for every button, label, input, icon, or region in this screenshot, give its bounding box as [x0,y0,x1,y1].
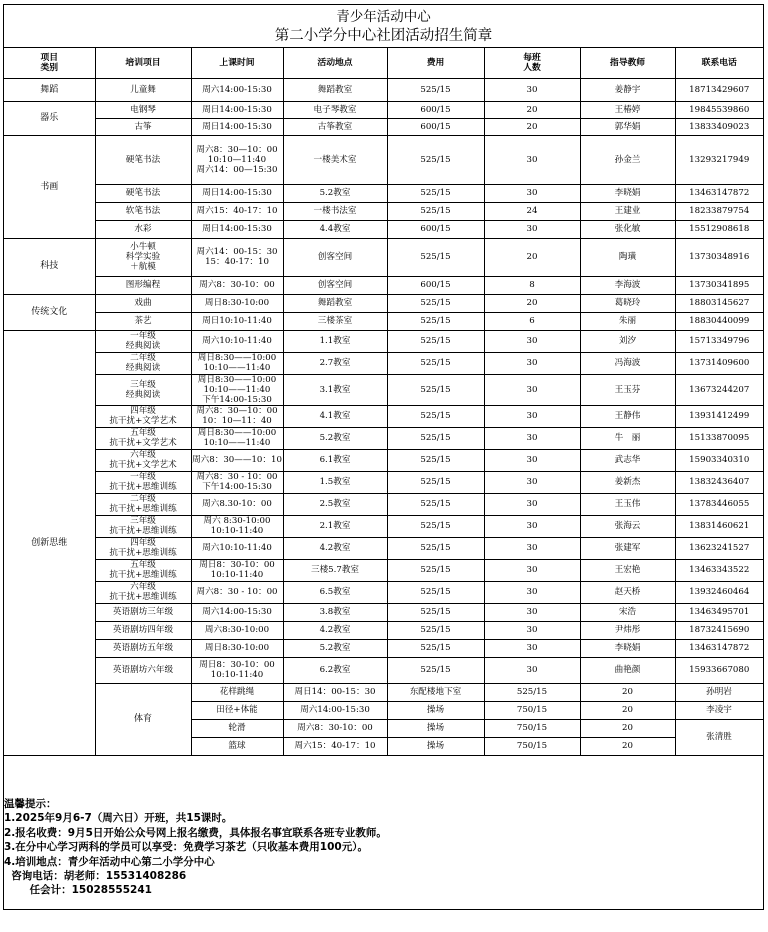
table-row [4,537,763,559]
enrollment-sheet [3,4,764,910]
col-header-fee: 费用 [387,48,484,78]
place-cell: 4.2教室 [283,537,387,559]
table-row [4,294,763,312]
category-cell: 体育 [95,683,191,755]
place-cell: 操场 [387,737,484,755]
notice-line: 1.2025年9月6-7（周六日）开班，共15课时。 [4,812,233,825]
time-cell: 周六14：00-15：30 15：40-17：10 [191,238,283,276]
table-row [4,657,763,683]
table-row [4,581,763,603]
category-cell: 传统文化 [4,294,95,330]
time-cell: 周日8:30——10:00 10:10——11:40 [191,352,283,374]
col-header-category: 项目 类别 [4,48,95,78]
time-cell: 周六8:30-10:00 [191,621,283,639]
phone-cell: 18830440099 [675,312,763,330]
teacher-cell: 王玉芬 [580,374,675,405]
class-size-cell: 30 [484,220,580,238]
title-line-1: 青少年活动中心 [336,9,431,25]
notice-line: 3.在分中心学习两科的学员可以享受：免费学习茶艺（只收基本费用100元）。 [4,841,368,854]
phone-cell: 13463343522 [675,559,763,581]
table-row [4,135,763,184]
notice-contact: 任会计：15028555241 [4,884,152,897]
time-cell: 周日14:00-15:30 [191,220,283,238]
table-row [4,559,763,581]
class-size-cell: 30 [484,471,580,493]
class-size-cell: 30 [484,537,580,559]
title-block [4,5,763,48]
project-cell: 一年级 经典阅读 [95,330,191,352]
class-size-cell: 30 [484,427,580,449]
phone-cell: 13463495701 [675,603,763,621]
project-cell: 五年级 抗干扰+文学艺术 [95,427,191,449]
project-cell: 三年级 经典阅读 [95,374,191,405]
teacher-cell: 张清胜 [675,719,763,755]
teacher-cell: 王宏艳 [580,559,675,581]
phone-cell: 13673244207 [675,374,763,405]
teacher-cell: 王建业 [580,202,675,220]
class-size-cell: 30 [484,621,580,639]
place-cell: 3.1教室 [283,374,387,405]
fee-cell: 525/15 [387,559,484,581]
class-size-cell: 30 [484,352,580,374]
table-row [4,603,763,621]
project-cell: 英语剧坊三年级 [95,603,191,621]
class-size-cell: 30 [484,603,580,621]
place-cell: 2.7教室 [283,352,387,374]
time-cell: 周日8:30——10:00 10:10——11:40 下午14:00-15:30 [191,374,283,405]
fee-cell: 525/15 [387,184,484,202]
place-cell: 4.4教室 [283,220,387,238]
fee-cell: 525/15 [387,639,484,657]
project-cell: 花样跳绳 [191,683,283,701]
phone-cell: 15133870095 [675,427,763,449]
place-cell: 古筝教室 [283,118,387,135]
class-size-cell: 30 [484,78,580,101]
time-cell: 周六15：40-17：10 [191,202,283,220]
teacher-cell: 牛 丽 [580,427,675,449]
phone-cell: 13831460621 [675,515,763,537]
time-cell: 周日8：30-10：00 10:10-11:40 [191,559,283,581]
table-row [4,238,763,276]
place-cell: 三楼茶室 [283,312,387,330]
class-size-cell: 30 [484,135,580,184]
place-cell: 创客空间 [283,238,387,276]
place-cell: 操场 [387,701,484,719]
class-size-cell: 30 [484,330,580,352]
project-cell: 茶艺 [95,312,191,330]
table-row [4,78,763,101]
time-cell: 周六8.30-10：00 [191,493,283,515]
class-size-cell: 30 [484,639,580,657]
table-row [4,515,763,537]
fee-cell: 525/15 [387,449,484,471]
class-size-cell: 30 [484,515,580,537]
fee-cell: 525/15 [387,202,484,220]
category-cell: 书画 [4,135,95,238]
teacher-cell: 李晓娟 [580,639,675,657]
teacher-cell: 李晓娟 [580,184,675,202]
time-cell: 周六8：30 - 10：00 下午14:00-15:30 [191,471,283,493]
class-size-cell: 6 [484,312,580,330]
project-cell: 英语剧坊五年级 [95,639,191,657]
table-row [4,683,763,701]
phone-cell: 13293217949 [675,135,763,184]
time-cell: 周六8：30-10：00 [283,719,387,737]
table-row [4,621,763,639]
place-cell: 一楼书法室 [283,202,387,220]
time-cell: 周日14：00-15：30 [283,683,387,701]
notice-line: 4.培训地点：青少年活动中心第二小学分中心 [4,855,215,868]
time-cell: 周日14:00-15:30 [191,184,283,202]
col-header-teacher: 指导教师 [580,48,675,78]
table-row [4,639,763,657]
fee-cell: 525/15 [387,603,484,621]
time-cell: 周日8:30——10:00 10:10——11:40 [191,427,283,449]
place-cell: 2.5教室 [283,493,387,515]
phone-cell: 15903340310 [675,449,763,471]
fee-cell: 525/15 [387,374,484,405]
fee-cell: 525/15 [387,515,484,537]
fee-cell: 525/15 [387,581,484,603]
place-cell: 4.2教室 [283,621,387,639]
project-cell: 一年级 抗干扰+思维训练 [95,471,191,493]
teacher-cell: 张海云 [580,515,675,537]
time-cell: 周六14:00-15:30 [191,603,283,621]
time-cell: 周日10:10-11:40 [191,312,283,330]
project-cell: 四年级 抗干扰+思维训练 [95,537,191,559]
teacher-cell: 赵天桥 [580,581,675,603]
notice-heading: 温馨提示： [4,798,57,810]
project-cell: 古筝 [95,118,191,135]
place-cell: 6.5教室 [283,581,387,603]
teacher-cell: 王椿婷 [580,101,675,118]
phone-cell: 18713429607 [675,78,763,101]
phone-cell: 19845539860 [675,101,763,118]
fee-cell: 525/15 [387,312,484,330]
phone-cell: 18732415690 [675,621,763,639]
notice-contact: 咨询电话：胡老师：15531408286 [4,870,187,883]
project-cell: 儿童舞 [95,78,191,101]
place-cell: 3.8教室 [283,603,387,621]
fee-cell: 600/15 [387,118,484,135]
fee-cell: 525/15 [387,352,484,374]
project-cell: 四年级 抗干扰+文学艺术 [95,405,191,427]
category-cell: 舞蹈 [4,78,95,101]
col-header-place: 活动地点 [283,48,387,78]
table-row [4,352,763,374]
place-cell: 5.2教室 [283,427,387,449]
table-row [4,276,763,294]
fee-cell: 525/15 [387,238,484,276]
fee-cell: 525/15 [387,621,484,639]
teacher-cell: 冯海波 [580,352,675,374]
teacher-cell: 姜静宇 [580,78,675,101]
fee-cell: 525/15 [387,537,484,559]
place-cell: 5.2教室 [283,639,387,657]
class-size-cell: 30 [484,559,580,581]
class-size-cell: 20 [484,294,580,312]
project-cell: 二年级 抗干扰+思维训练 [95,493,191,515]
class-size-cell: 30 [484,657,580,683]
time-cell: 周六8：30—10：00 10：10—11：40 [191,405,283,427]
place-cell: 5.2教室 [283,184,387,202]
class-size-cell: 20 [484,101,580,118]
fee-cell: 525/15 [387,78,484,101]
time-cell: 周六14:00-15:30 [191,78,283,101]
fee-cell: 525/15 [387,405,484,427]
teacher-cell: 孙明岩 [675,683,763,701]
fee-cell: 600/15 [387,220,484,238]
time-cell: 周六8：30-10：00 [191,276,283,294]
teacher-cell: 李凌宇 [675,701,763,719]
place-cell: 2.1教室 [283,515,387,537]
col-header-class-size: 每班 人数 [484,48,580,78]
phone-cell: 13731409600 [675,352,763,374]
project-cell: 图形编程 [95,276,191,294]
class-size-cell: 30 [484,405,580,427]
col-header-phone: 联系电话 [675,48,763,78]
time-cell: 周六14:00-15:30 [283,701,387,719]
table-row [4,312,763,330]
table-row [4,493,763,515]
table-row [4,427,763,449]
project-cell: 软笔书法 [95,202,191,220]
phone-cell: 13832436407 [675,471,763,493]
teacher-cell: 葛晓玲 [580,294,675,312]
schedule-table [4,48,763,756]
phone-cell: 13932460464 [675,581,763,603]
place-cell: 舞蹈教室 [283,78,387,101]
time-cell: 周日14:00-15:30 [191,101,283,118]
project-cell: 三年级 抗干扰+思维训练 [95,515,191,537]
place-cell: 4.1教室 [283,405,387,427]
notice-section [4,797,387,898]
fee-cell: 750/15 [484,719,580,737]
phone-cell: 13463147872 [675,639,763,657]
table-row [4,202,763,220]
project-cell: 六年级 抗干扰+文学艺术 [95,449,191,471]
phone-cell: 13931412499 [675,405,763,427]
category-cell: 器乐 [4,101,95,135]
table-row [4,184,763,202]
phone-cell: 13783446055 [675,493,763,515]
teacher-cell: 朱丽 [580,312,675,330]
phone-cell: 18233879754 [675,202,763,220]
time-cell: 周六10:10-11:40 [191,330,283,352]
project-cell: 小牛顿 科学实验 ＋航模 [95,238,191,276]
fee-cell: 525/15 [387,471,484,493]
teacher-cell: 陶璜 [580,238,675,276]
category-cell: 科技 [4,238,95,294]
teacher-cell: 张建军 [580,537,675,559]
class-size-cell: 20 [580,701,675,719]
time-cell: 周六 8:30-10:00 10:10-11:40 [191,515,283,537]
header-row [4,48,763,78]
teacher-cell: 武志华 [580,449,675,471]
table-row [4,374,763,405]
phone-cell: 15933667080 [675,657,763,683]
project-cell: 英语剧坊四年级 [95,621,191,639]
class-size-cell: 30 [484,581,580,603]
project-cell: 六年级 抗干扰+思维训练 [95,581,191,603]
project-cell: 篮球 [191,737,283,755]
fee-cell: 525/15 [484,683,580,701]
category-cell: 创新思维 [4,330,95,755]
fee-cell: 750/15 [484,737,580,755]
class-size-cell: 20 [580,719,675,737]
time-cell: 周日8：30-10：00 10:10-11:40 [191,657,283,683]
fee-cell: 525/15 [387,135,484,184]
table-row [4,449,763,471]
time-cell: 周日14:00-15:30 [191,118,283,135]
project-cell: 轮滑 [191,719,283,737]
place-cell: 操场 [387,719,484,737]
place-cell: 三楼5.7教室 [283,559,387,581]
place-cell: 创客空间 [283,276,387,294]
teacher-cell: 王静伟 [580,405,675,427]
table-row [4,101,763,118]
project-cell: 二年级 经典阅读 [95,352,191,374]
time-cell: 周六8：30—10：00 10:10—11:40 周六14：00—15:30 [191,135,283,184]
project-cell: 硬笔书法 [95,135,191,184]
teacher-cell: 刘汐 [580,330,675,352]
table-row [4,405,763,427]
phone-cell: 13623241527 [675,537,763,559]
table-row [4,471,763,493]
fee-cell: 525/15 [387,427,484,449]
teacher-cell: 郭华娟 [580,118,675,135]
teacher-cell: 曲艳颜 [580,657,675,683]
place-cell: 电子琴教室 [283,101,387,118]
phone-cell: 18803145627 [675,294,763,312]
table-row [4,118,763,135]
phone-cell: 13730341895 [675,276,763,294]
teacher-cell: 李海波 [580,276,675,294]
place-cell: 舞蹈教室 [283,294,387,312]
place-cell: 6.2教室 [283,657,387,683]
teacher-cell: 孙金兰 [580,135,675,184]
time-cell: 周六8：30 - 10：00 [191,581,283,603]
place-cell: 6.1教室 [283,449,387,471]
teacher-cell: 姜新杰 [580,471,675,493]
time-cell: 周六10:10-11:40 [191,537,283,559]
class-size-cell: 30 [484,493,580,515]
project-cell: 五年级 抗干扰+思维训练 [95,559,191,581]
time-cell: 周日8:30-10:00 [191,294,283,312]
project-cell: 水彩 [95,220,191,238]
place-cell: 东配楼地下室 [387,683,484,701]
teacher-cell: 尹炜彤 [580,621,675,639]
notice-line: 2.报名收费：9月5日开始公众号网上报名缴费，具体报名事宜联系各班专业教师。 [4,826,387,839]
class-size-cell: 24 [484,202,580,220]
class-size-cell: 20 [484,118,580,135]
table-body [4,78,763,755]
col-header-time: 上课时间 [191,48,283,78]
time-cell: 周六15：40-17：10 [283,737,387,755]
teacher-cell: 王玉伟 [580,493,675,515]
project-cell: 戏曲 [95,294,191,312]
teacher-cell: 宋浩 [580,603,675,621]
class-size-cell: 30 [484,449,580,471]
project-cell: 电钢琴 [95,101,191,118]
fee-cell: 600/15 [387,101,484,118]
class-size-cell: 20 [484,238,580,276]
project-cell: 英语剧坊六年级 [95,657,191,683]
class-size-cell: 30 [484,184,580,202]
class-size-cell: 8 [484,276,580,294]
place-cell: 1.1教室 [283,330,387,352]
phone-cell: 13730348916 [675,238,763,276]
project-cell: 硬笔书法 [95,184,191,202]
fee-cell: 525/15 [387,493,484,515]
fee-cell: 600/15 [387,276,484,294]
place-cell: 1.5教室 [283,471,387,493]
place-cell: 一楼美术室 [283,135,387,184]
col-header-project: 培训项目 [95,48,191,78]
project-cell: 田径+体能 [191,701,283,719]
fee-cell: 525/15 [387,657,484,683]
fee-cell: 750/15 [484,701,580,719]
table-row [4,220,763,238]
teacher-cell: 张化敏 [580,220,675,238]
phone-cell: 13833409023 [675,118,763,135]
fee-cell: 525/15 [387,330,484,352]
class-size-cell: 30 [484,374,580,405]
phone-cell: 15713349796 [675,330,763,352]
time-cell: 周六8：30——10：10 [191,449,283,471]
class-size-cell: 20 [580,683,675,701]
phone-cell: 15512908618 [675,220,763,238]
fee-cell: 525/15 [387,294,484,312]
title-line-2: 第二小学分中心社团活动招生简章 [274,28,493,44]
table-row [4,330,763,352]
time-cell: 周日8:30-10:00 [191,639,283,657]
phone-cell: 13463147872 [675,184,763,202]
class-size-cell: 20 [580,737,675,755]
